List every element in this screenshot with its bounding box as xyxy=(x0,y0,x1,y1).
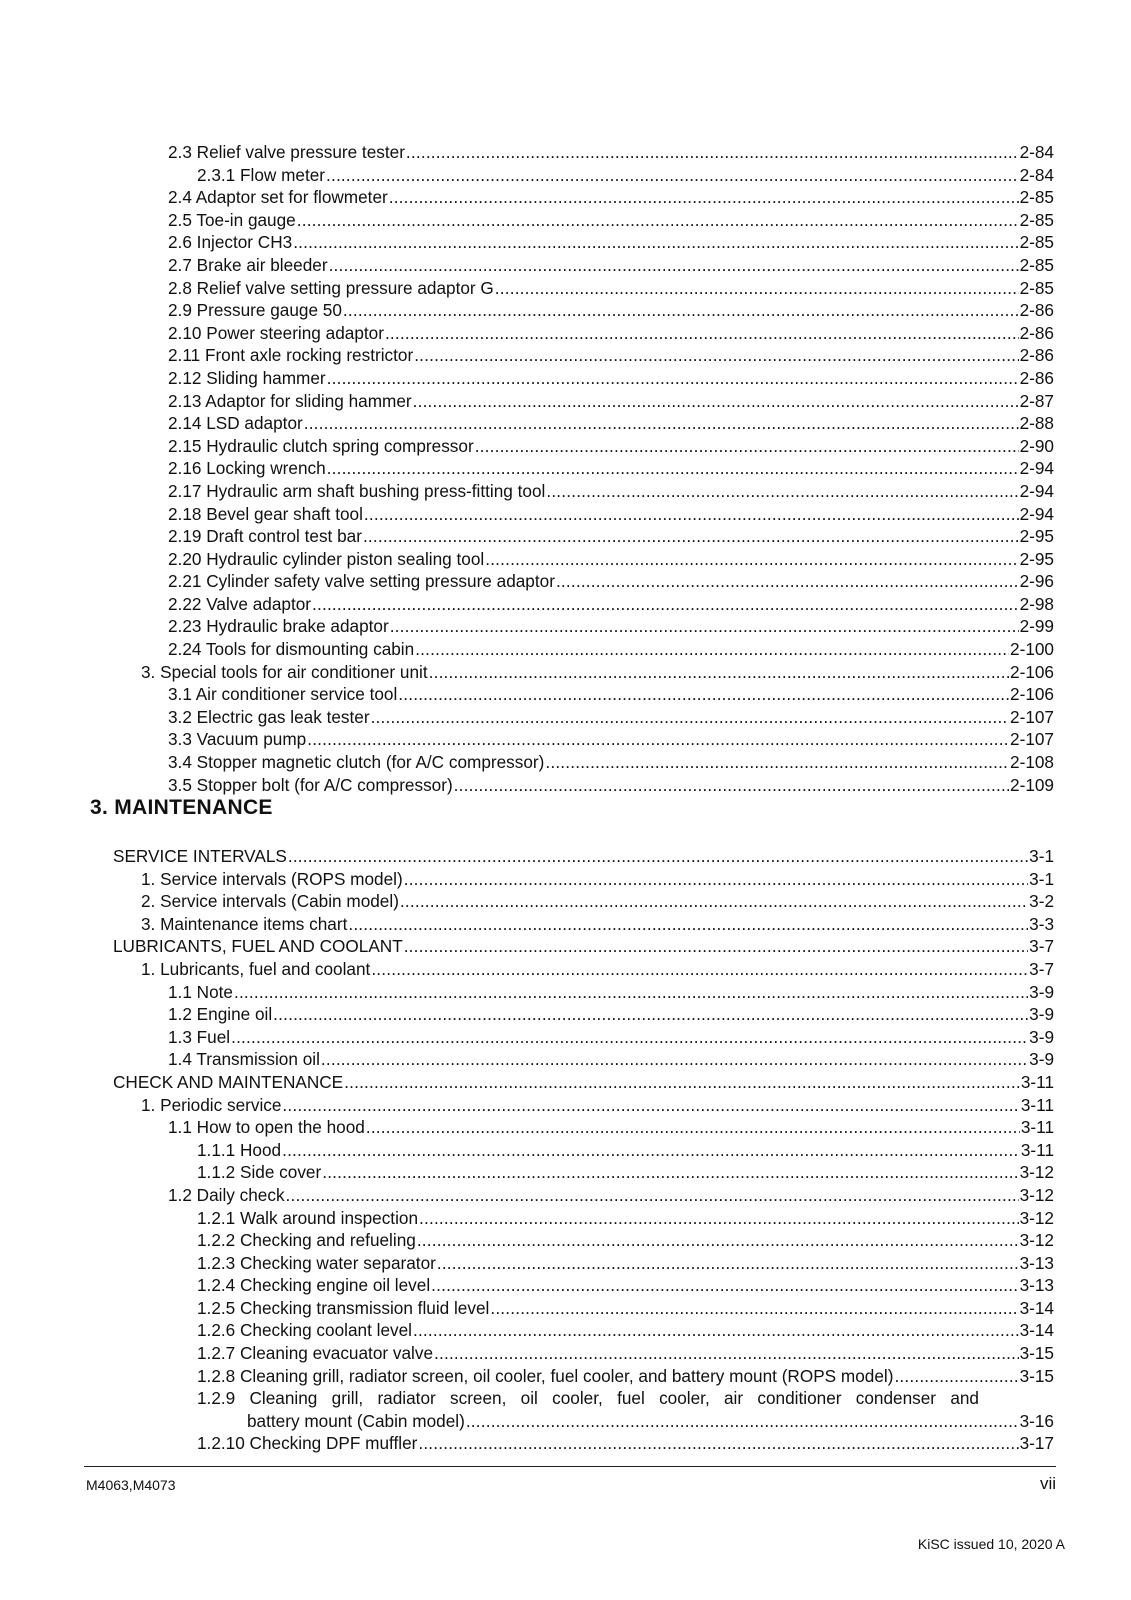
toc-entry-page: 2-108 xyxy=(1010,752,1054,773)
toc-entry[interactable] xyxy=(0,1161,1131,1184)
toc-entry-page: 3-13 xyxy=(1019,1252,1054,1273)
toc-entry-label: 1.2.6 Checking coolant level xyxy=(197,1320,412,1341)
toc-entry-label: 1. Periodic service xyxy=(141,1094,282,1115)
toc-entry-page: 2-98 xyxy=(1019,593,1054,614)
toc-entry[interactable] xyxy=(0,751,1131,774)
toc-entry-label: 3.1 Air conditioner service tool xyxy=(168,684,398,705)
toc-entry-page: 2-86 xyxy=(1019,367,1054,388)
toc-entry-page: 3-9 xyxy=(1029,1049,1054,1070)
toc-entry[interactable] xyxy=(0,935,1131,958)
toc-entry-page: 3-3 xyxy=(1029,913,1054,934)
toc-entry-label: 2.10 Power steering adaptor xyxy=(168,322,384,343)
toc-entry[interactable] xyxy=(0,231,1131,254)
toc-entry-page: 2-94 xyxy=(1019,480,1054,501)
toc-entry-page: 3-12 xyxy=(1019,1162,1054,1183)
dot-leader xyxy=(329,254,1019,277)
toc-entry[interactable] xyxy=(0,548,1131,571)
toc-entry[interactable] xyxy=(0,728,1131,751)
toc-entry-label: 1.1 How to open the hood xyxy=(168,1117,365,1138)
toc-entry-label: 2.12 Sliding hammer xyxy=(168,367,326,388)
toc-entry-label: 1.2.7 Cleaning evacuator valve xyxy=(197,1343,434,1364)
toc-entry[interactable] xyxy=(0,638,1131,661)
toc-entry-page: 3-12 xyxy=(1019,1207,1054,1228)
toc-entry-page: 2-107 xyxy=(1010,729,1054,750)
dot-leader xyxy=(321,1048,1028,1071)
dot-leader xyxy=(413,1319,1019,1342)
section-heading: 3. MAINTENANCE xyxy=(90,796,273,819)
toc-entry-label: 2.18 Bevel gear shaft tool xyxy=(168,503,363,524)
toc-entry[interactable] xyxy=(0,1048,1131,1071)
toc-entry-page: 3-9 xyxy=(1029,981,1054,1002)
toc-entry[interactable] xyxy=(0,164,1131,187)
toc-entry-label: 2.21 Cylinder safety valve setting pressure adaptor xyxy=(168,571,555,592)
toc-entry[interactable] xyxy=(0,683,1131,706)
toc-entry[interactable] xyxy=(0,141,1131,164)
toc-entry-label: CHECK AND MAINTENANCE xyxy=(113,1071,344,1092)
toc-entry-page: 3-15 xyxy=(1019,1343,1054,1364)
toc-entry-page: 2-106 xyxy=(1010,684,1054,705)
toc-entry[interactable] xyxy=(0,1071,1131,1094)
toc-entry[interactable] xyxy=(0,1342,1131,1365)
toc-entry-label: 2.6 Injector CH3 xyxy=(168,232,293,253)
toc-maintenance xyxy=(0,845,1131,1455)
toc-entry-label: 2.13 Adaptor for sliding hammer xyxy=(168,390,412,411)
toc-entry-page: 2-106 xyxy=(1010,661,1054,682)
footer-page-number: vii xyxy=(1039,1474,1056,1493)
toc-entry[interactable] xyxy=(0,868,1131,891)
toc-entry-page: 2-84 xyxy=(1019,142,1054,162)
toc-entry[interactable] xyxy=(0,1094,1131,1117)
toc-entry-label: 2. Service intervals (Cabin model) xyxy=(141,891,399,912)
toc-entry-label: 1. Service intervals (ROPS model) xyxy=(141,868,403,889)
toc-entry-page: 3-12 xyxy=(1019,1230,1054,1251)
dot-leader xyxy=(234,981,1028,1004)
toc-entry-page: 3-9 xyxy=(1029,1004,1054,1025)
toc-entry-label: 2.5 Toe-in gauge xyxy=(168,209,296,230)
toc-entry-page: 2-95 xyxy=(1019,548,1054,569)
toc-entry-page: 2-84 xyxy=(1019,164,1054,185)
toc-entry-label: 2.9 Pressure gauge 50 xyxy=(168,300,342,321)
toc-entry-label: 1.2 Engine oil xyxy=(168,1004,273,1025)
toc-entry[interactable] xyxy=(0,1365,1131,1388)
toc-entry-page: 2-100 xyxy=(1010,639,1054,660)
dot-leader xyxy=(413,390,1019,413)
toc-entry-page: 3-15 xyxy=(1019,1365,1054,1386)
toc-entry-page: 3-14 xyxy=(1019,1320,1054,1341)
dot-leader xyxy=(495,277,1019,300)
dot-leader xyxy=(282,1139,1020,1162)
toc-entry-label: 2.23 Hydraulic brake adaptor xyxy=(168,616,389,637)
toc-entry[interactable] xyxy=(0,958,1131,981)
toc-entry-label: 2.4 Adaptor set for flowmeter xyxy=(168,187,388,208)
dot-leader xyxy=(371,958,1028,981)
toc-entry-page: 2-107 xyxy=(1010,706,1054,727)
toc-entry-page: 3-11 xyxy=(1020,1139,1054,1160)
toc-entry-page: 3-17 xyxy=(1019,1433,1054,1454)
dot-leader xyxy=(327,457,1019,480)
dot-leader xyxy=(418,1432,1018,1455)
dot-leader xyxy=(485,548,1018,571)
toc-entry-page: 2-86 xyxy=(1019,322,1054,343)
toc-entry-page: 3-11 xyxy=(1020,1094,1054,1115)
dot-leader xyxy=(454,774,1009,797)
toc-entry[interactable] xyxy=(0,1274,1131,1297)
toc-entry-page: 2-85 xyxy=(1019,277,1054,298)
toc-entry-label: 2.14 LSD adaptor xyxy=(168,413,303,434)
footer-issue-date: KiSC issued 10, 2020 A xyxy=(917,1536,1065,1552)
dot-leader xyxy=(404,935,1028,958)
toc-entry-label: 3. Maintenance items chart xyxy=(141,913,348,934)
toc-entry-page: 2-94 xyxy=(1019,458,1054,479)
dot-leader xyxy=(288,845,1028,868)
dot-leader xyxy=(364,503,1019,526)
dot-leader xyxy=(348,913,1028,936)
toc-entry-label: 2.20 Hydraulic cylinder piston sealing tool xyxy=(168,548,485,569)
toc-entry-page: 3-1 xyxy=(1029,868,1054,889)
toc-entry-label: 2.17 Hydraulic arm shaft bushing press-fitting tool xyxy=(168,480,546,501)
dot-leader xyxy=(434,1342,1019,1365)
toc-entry[interactable] xyxy=(0,1387,1131,1410)
dot-leader xyxy=(490,1297,1018,1320)
toc-entry-page: 3-7 xyxy=(1029,936,1054,957)
dot-leader xyxy=(366,1116,1020,1139)
dot-leader xyxy=(389,186,1019,209)
dot-leader xyxy=(273,1003,1028,1026)
toc-entry-label: 1.2.8 Cleaning grill, radiator screen, oil cooler, fuel cooler, and battery mount (ROPS model) xyxy=(197,1365,894,1386)
toc-entry-label: 2.8 Relief valve setting pressure adaptor G xyxy=(168,277,494,298)
toc-entry-label: 2.19 Draft control test bar xyxy=(168,526,362,547)
toc-entry-label: 2.16 Locking wrench xyxy=(168,458,326,479)
toc-entry[interactable] xyxy=(0,1116,1131,1139)
dot-leader xyxy=(327,367,1019,390)
toc-entry[interactable] xyxy=(0,367,1131,390)
dot-leader xyxy=(286,1184,1019,1207)
toc-entry-label: 3.3 Vacuum pump xyxy=(168,729,307,750)
toc-entry-page: 2-87 xyxy=(1019,390,1054,411)
dot-leader xyxy=(406,141,1019,164)
dot-leader xyxy=(293,231,1018,254)
toc-entry-label: 2.22 Valve adaptor xyxy=(168,593,312,614)
toc-entry[interactable] xyxy=(0,1139,1131,1162)
dot-leader xyxy=(431,1274,1018,1297)
toc-entry-page: 2-86 xyxy=(1019,300,1054,321)
toc-entry-label: 1.2.1 Walk around inspection xyxy=(197,1207,419,1228)
toc-entry-label: 1.1.1 Hood xyxy=(197,1139,282,1160)
toc-entry-page: 2-85 xyxy=(1019,187,1054,208)
toc-entry-page: 3-14 xyxy=(1019,1297,1054,1318)
toc-entry[interactable] xyxy=(0,209,1131,232)
dot-leader xyxy=(312,593,1019,616)
toc-entry-page: 3-11 xyxy=(1020,1071,1054,1092)
toc-entry-page: 2-99 xyxy=(1019,616,1054,637)
dot-leader xyxy=(546,480,1018,503)
toc-entry[interactable] xyxy=(0,1432,1131,1455)
dot-leader xyxy=(419,1207,1019,1230)
toc-entry-label: 3. Special tools for air conditioner unit xyxy=(141,661,428,682)
dot-leader xyxy=(307,728,1009,751)
toc-entry-page: 3-13 xyxy=(1019,1275,1054,1296)
dot-leader xyxy=(297,209,1019,232)
toc-entry[interactable] xyxy=(0,1184,1131,1207)
toc-entry-page: 3-7 xyxy=(1029,958,1054,979)
toc-entry-page: 2-94 xyxy=(1019,503,1054,524)
dot-leader xyxy=(475,435,1019,458)
toc-entry[interactable] xyxy=(0,186,1131,209)
dot-leader xyxy=(231,1026,1028,1049)
dot-leader xyxy=(343,299,1019,322)
dot-leader xyxy=(894,1365,1018,1388)
dot-leader xyxy=(414,344,1018,367)
toc-entry-page: 2-86 xyxy=(1019,345,1054,366)
toc-entry[interactable] xyxy=(0,593,1131,616)
toc-entry-label: LUBRICANTS, FUEL AND COOLANT xyxy=(113,936,403,957)
toc-entry-label: 2.3 Relief valve pressure tester xyxy=(168,142,405,162)
dot-leader xyxy=(417,1229,1019,1252)
toc-entry[interactable] xyxy=(0,1207,1131,1230)
toc-entry-page: 3-9 xyxy=(1029,1026,1054,1047)
dot-leader xyxy=(556,570,1019,593)
toc-entry-page: 2-85 xyxy=(1019,232,1054,253)
toc-entry[interactable] xyxy=(0,480,1131,503)
dot-leader xyxy=(326,164,1019,187)
toc-entry-label-continued: battery mount (Cabin model) xyxy=(247,1410,465,1431)
toc-entry[interactable] xyxy=(0,390,1131,413)
dot-leader xyxy=(398,683,1009,706)
toc-entry-continuation[interactable] xyxy=(0,1410,1131,1433)
toc-entry-page: 3-12 xyxy=(1019,1184,1054,1205)
toc-entry[interactable] xyxy=(0,1026,1131,1049)
toc-entry-label: 1.2 Daily check xyxy=(168,1184,285,1205)
toc-entry-label: 2.11 Front axle rocking restrictor xyxy=(168,345,414,366)
toc-entry-label: 2.3.1 Flow meter xyxy=(197,164,325,185)
dot-leader xyxy=(385,322,1019,345)
dot-leader xyxy=(466,1410,1019,1433)
toc-entry-label: 2.24 Tools for dismounting cabin xyxy=(168,639,415,660)
toc-entry-page: 2-95 xyxy=(1019,526,1054,547)
toc-entry[interactable] xyxy=(0,412,1131,435)
toc-entry-page: 2-109 xyxy=(1010,774,1054,795)
toc-entry[interactable] xyxy=(0,1229,1131,1252)
dot-leader xyxy=(400,890,1028,913)
toc-entry-label: 3.2 Electric gas leak tester xyxy=(168,706,370,727)
toc-entry-label: 1. Lubricants, fuel and coolant xyxy=(141,958,371,979)
toc-entry-page: 3-16 xyxy=(1019,1410,1054,1431)
dot-leader xyxy=(404,868,1028,891)
toc-entry-page: 3-11 xyxy=(1020,1117,1054,1138)
toc-entry[interactable] xyxy=(0,890,1131,913)
toc-entry[interactable] xyxy=(0,774,1131,797)
dot-leader xyxy=(322,1161,1018,1184)
toc-entry[interactable] xyxy=(0,661,1131,684)
toc-entry[interactable] xyxy=(0,845,1131,868)
toc-entry[interactable] xyxy=(0,525,1131,548)
toc-entry-label: 3.4 Stopper magnetic clutch (for A/C compressor) xyxy=(168,752,545,773)
dot-leader xyxy=(545,751,1009,774)
toc-entry[interactable] xyxy=(0,1003,1131,1026)
toc-entry-label: 1.2.10 Checking DPF muffler xyxy=(197,1433,418,1454)
toc-entry[interactable] xyxy=(0,503,1131,526)
toc-entry-label: SERVICE INTERVALS xyxy=(113,846,287,866)
dot-leader xyxy=(437,1252,1019,1275)
toc-entry-page: 2-88 xyxy=(1019,413,1054,434)
toc-entry-label: 1.2.4 Checking engine oil level xyxy=(197,1275,431,1296)
toc-entry[interactable] xyxy=(0,457,1131,480)
toc-entry-page: 3-1 xyxy=(1029,846,1054,866)
toc-entry[interactable] xyxy=(0,706,1131,729)
toc-entry-label: 1.4 Transmission oil xyxy=(168,1049,320,1070)
toc-entry-label: 3.5 Stopper bolt (for A/C compressor) xyxy=(168,774,453,795)
toc-entry-page: 2-85 xyxy=(1019,209,1054,230)
toc-entry-label: 1.2.3 Checking water separator xyxy=(197,1252,436,1273)
toc-entry[interactable] xyxy=(0,344,1131,367)
toc-continued-chapter-2 xyxy=(0,141,1131,796)
toc-entry[interactable] xyxy=(0,435,1131,458)
toc-entry[interactable] xyxy=(0,981,1131,1004)
toc-entry[interactable] xyxy=(0,254,1131,277)
dot-leader xyxy=(415,638,1009,661)
dot-leader xyxy=(363,525,1019,548)
toc-entry-label: 2.15 Hydraulic clutch spring compressor xyxy=(168,435,474,456)
toc-entry-page: 3-2 xyxy=(1029,891,1054,912)
toc-entry-label: 1.1 Note xyxy=(168,981,233,1002)
toc-entry[interactable] xyxy=(0,322,1131,345)
toc-entry[interactable] xyxy=(0,1319,1131,1342)
dot-leader xyxy=(390,615,1019,638)
dot-leader xyxy=(344,1071,1020,1094)
toc-entry[interactable] xyxy=(0,277,1131,300)
toc-entry[interactable] xyxy=(0,1297,1131,1320)
toc-entry-label: 1.2.9 Cleaning grill, radiator screen, oil cooler, fuel cooler, air conditioner condenser and xyxy=(197,1388,979,1409)
toc-entry-label: 2.7 Brake air bleeder xyxy=(168,254,328,275)
toc-entry[interactable] xyxy=(0,913,1131,936)
toc-entry-page: 2-96 xyxy=(1019,571,1054,592)
dot-leader xyxy=(282,1094,1019,1117)
footer-divider xyxy=(84,1466,1056,1467)
toc-entry-page: 2-85 xyxy=(1019,254,1054,275)
dot-leader xyxy=(304,412,1019,435)
dot-leader xyxy=(371,706,1009,729)
footer-model-number: M4063,M4073 xyxy=(86,1477,176,1493)
toc-entry-page: 2-90 xyxy=(1019,435,1054,456)
toc-entry-label: 1.2.5 Checking transmission fluid level xyxy=(197,1297,490,1318)
toc-entry-label: 1.1.2 Side cover xyxy=(197,1162,322,1183)
toc-entry-label: 1.3 Fuel xyxy=(168,1026,231,1047)
toc-entry[interactable] xyxy=(0,1252,1131,1275)
toc-entry[interactable] xyxy=(0,570,1131,593)
toc-entry[interactable] xyxy=(0,299,1131,322)
toc-entry[interactable] xyxy=(0,615,1131,638)
toc-entry-label: 1.2.2 Checking and refueling xyxy=(197,1230,416,1251)
dot-leader xyxy=(429,661,1009,684)
